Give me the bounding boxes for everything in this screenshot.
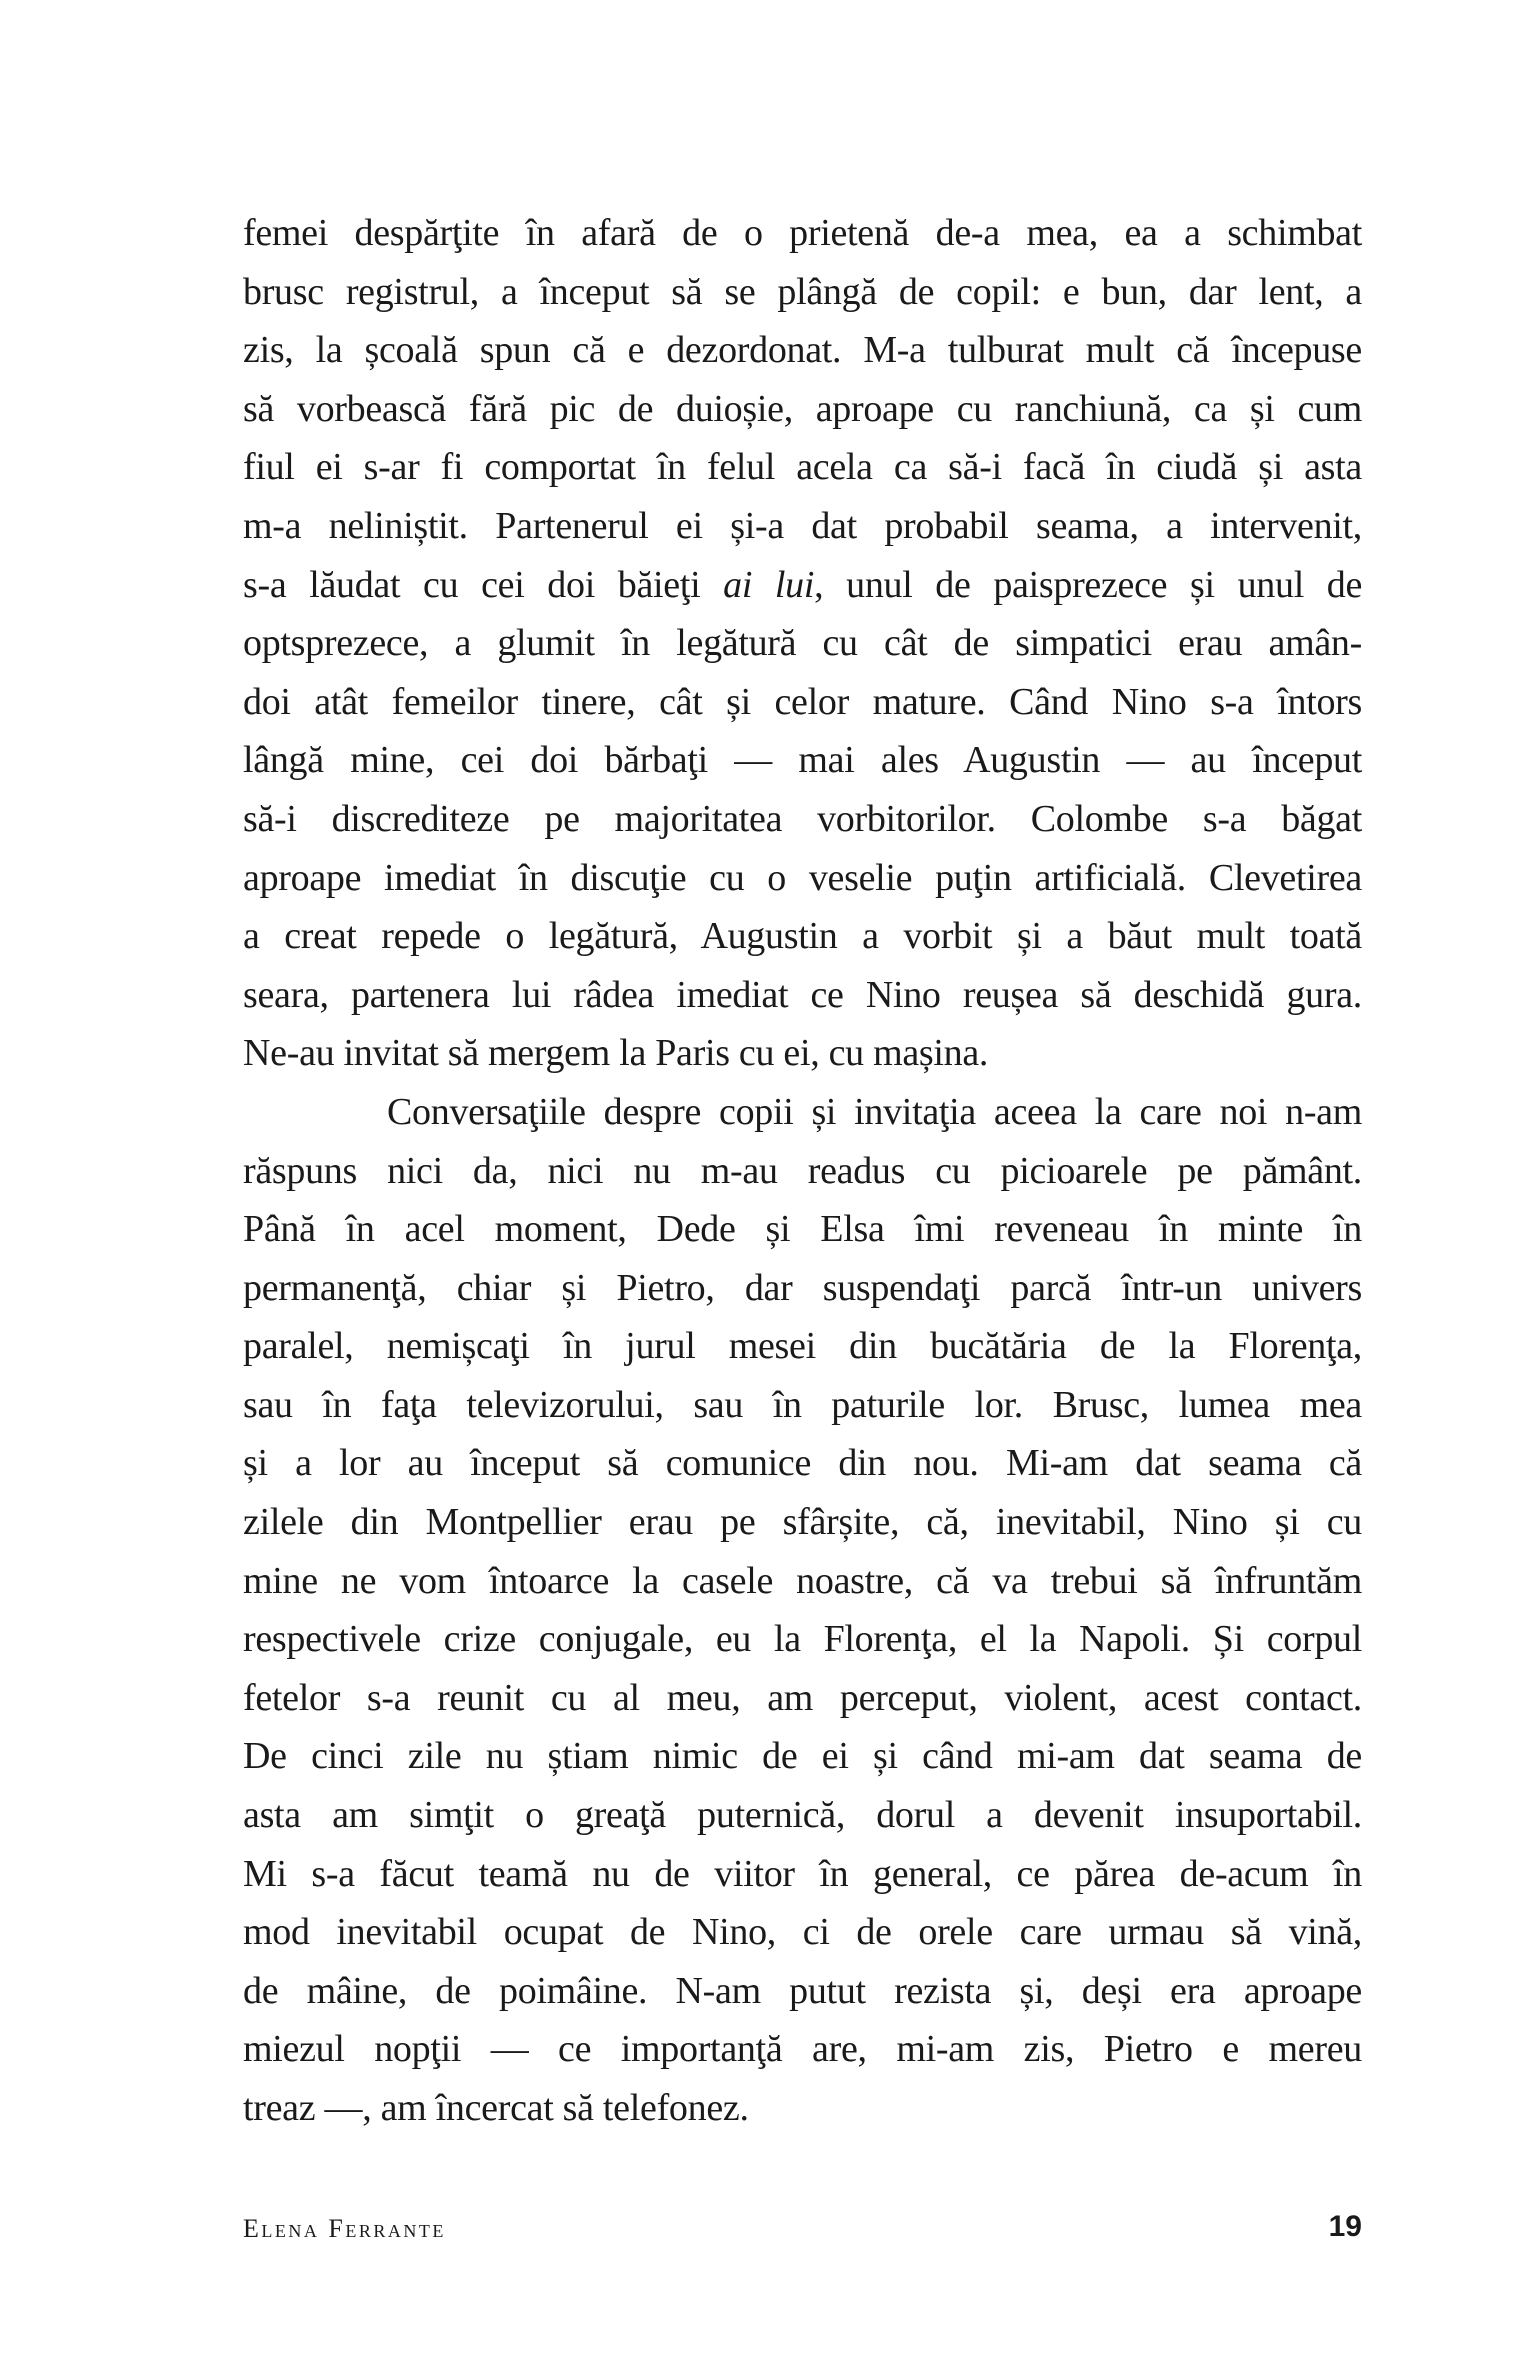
text-line: Mi s-a făcut teamă nu de viitor în general, ce părea de-acum în: [243, 1852, 1362, 1895]
text-line: sau în faţa televizorului, sau în paturile lor. Brusc, lumea mea: [243, 1383, 1362, 1426]
text-line: permanenţă, chiar și Pietro, dar suspendaţi parcă într-un univers: [243, 1266, 1362, 1309]
text-line: lângă mine, cei doi bărbaţi — mai ales Augustin — au început: [243, 739, 1362, 782]
text-line: seara, partenera lui râdea imediat ce Nino reușea să deschidă gura.: [243, 973, 1362, 1016]
text-line: fetelor s-a reunit cu al meu, am perceput, violent, acest contact.: [243, 1676, 1362, 1719]
text-line: doi atât femeilor tinere, cât și celor mature. Când Nino s-a întors: [243, 680, 1362, 723]
text-line: de mâine, de poimâine. N-am putut rezista și, deși era aproape: [243, 1969, 1362, 2012]
text-line: m-a neliniștit. Partenerul ei și-a dat probabil seama, a intervenit,: [243, 504, 1362, 547]
text-line: Ne-au invitat să mergem la Paris cu ei, cu mașina.: [243, 1032, 989, 1075]
text-line: zis, la școală spun că e dezordonat. M-a tulburat mult că începuse: [243, 329, 1362, 372]
text-line: asta am simţit o greaţă puternică, dorul a devenit insuportabil.: [243, 1794, 1362, 1837]
text-line: respectivele crize conjugale, eu la Florenţa, el la Napoli. Și corpul: [243, 1618, 1362, 1661]
text-line: optsprezece, a glumit în legătură cu cât de simpatici erau amân-: [243, 622, 1362, 665]
text-line: a creat repede o legătură, Augustin a vorbit și a băut mult toată: [243, 915, 1362, 958]
page-number: 19: [1328, 2210, 1362, 2243]
text-line: să-i discrediteze pe majoritatea vorbitorilor. Colombe s-a băgat: [243, 797, 1362, 840]
text-line: miezul nopţii — ce importanţă are, mi-am zis, Pietro e mereu: [243, 2028, 1362, 2071]
text-line: femei despărţite în afară de o prietenă de-a mea, ea a schimbat: [243, 212, 1362, 254]
text-line: zilele din Montpellier erau pe sfârșite, că, inevitabil, Nino și cu: [243, 1501, 1362, 1544]
text-line: brusc registrul, a început să se plângă de copil: e bun, dar lent, a: [243, 270, 1362, 313]
text-line: paralel, nemișcaţi în jurul mesei din bucătăria de la Florenţa,: [243, 1325, 1362, 1368]
running-footer-author: Elena Ferrante: [243, 2214, 446, 2243]
text-line: răspuns nici da, nici nu m-au readus cu picioarele pe pământ.: [243, 1149, 1362, 1192]
body-text: [243, 204, 1362, 2138]
text-line: treaz —, am încercat să telefonez.: [243, 2087, 749, 2129]
italic-emphasis: ai lui: [723, 563, 815, 606]
text-segment: s-a lăudat cu cei doi băieţi: [243, 563, 724, 606]
text-line: fiul ei s-ar fi comportat în felul acela ca să-i facă în ciudă și asta: [243, 446, 1362, 489]
text-line: să vorbească fără pic de duioșie, aproape cu ranchiună, ca și cum: [243, 387, 1362, 430]
text-line: aproape imediat în discuţie cu o veselie puţin artificială. Clevetirea: [243, 856, 1362, 899]
paragraph: [243, 204, 1362, 1083]
paragraph: [243, 1083, 1362, 2138]
text-line: și a lor au început să comunice din nou. Mi-am dat seama că: [243, 1442, 1362, 1485]
text-line: mod inevitabil ocupat de Nino, ci de orele care urmau să vină,: [243, 1911, 1362, 1954]
text-segment: , unul de paisprezece și unul de: [814, 563, 1363, 606]
text-line: Conversaţiile despre copii și invitaţia aceea la care noi n-am: [387, 1090, 1362, 1133]
text-line: De cinci zile nu știam nimic de ei și când mi-am dat seama de: [243, 1735, 1362, 1778]
text-line: Până în acel moment, Dede și Elsa îmi reveneau în minte în: [243, 1208, 1362, 1251]
text-line: mine ne vom întoarce la casele noastre, că va trebui să înfruntăm: [243, 1559, 1362, 1602]
text-line: [243, 556, 1362, 615]
